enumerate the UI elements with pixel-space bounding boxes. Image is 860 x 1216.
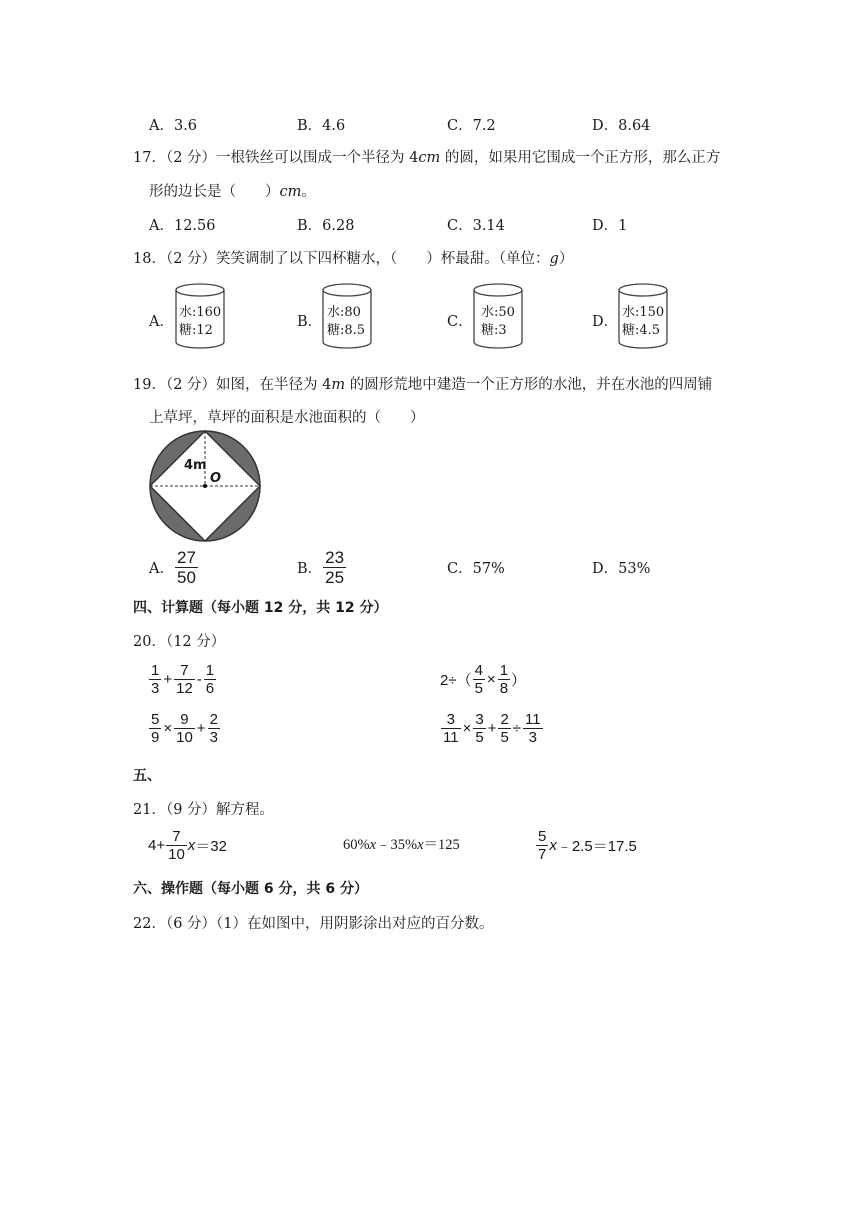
q17-unit-a: cm <box>418 150 441 166</box>
q17-option-a[interactable]: A．12.56 <box>149 218 216 234</box>
q22-text: 22．（6 分）（1）在如图中，用阴影涂出对应的百分数。 <box>133 916 494 932</box>
cup-c-sugar: 糖:3 <box>481 323 507 338</box>
cup-c-water: 水:50 <box>481 305 515 320</box>
eq-suffix: ﹣2.5＝17.5 <box>556 838 637 855</box>
variable: x <box>549 837 557 854</box>
q19-option-b-letter: B． <box>297 561 323 577</box>
q16-options <box>149 114 709 138</box>
frac-num: 1 <box>205 662 215 679</box>
eq-part: ＝125 <box>423 837 460 853</box>
frac-den: 3 <box>151 680 160 697</box>
frac-num: 3 <box>475 711 484 728</box>
q18-text-end: ） <box>558 251 574 267</box>
frac-den: 25 <box>325 568 345 587</box>
q17-text-c: 形的边长是（ ） <box>149 184 280 200</box>
q19-line1 <box>133 373 712 394</box>
q20-label: 20．（12 分） <box>133 634 226 650</box>
q19-text-a: 19．（2 分）如图，在半径为 4 <box>133 377 332 393</box>
frac-num: 1 <box>151 662 160 679</box>
frac-num: 23 <box>325 548 345 567</box>
expr-prefix: 2÷（ <box>440 672 472 689</box>
q19-unit: m <box>331 377 346 393</box>
operator: - <box>196 671 202 688</box>
cup-b-water: 水:80 <box>327 305 361 320</box>
q21-equation-1 <box>148 828 227 863</box>
frac-den: 5 <box>475 729 484 746</box>
frac-num: 2 <box>209 711 218 728</box>
q17-text-a: 17．（2 分）一根铁丝可以围成一个半径为 4 <box>133 150 419 166</box>
q18-option-d-letter: D． <box>592 314 619 330</box>
frac-num: 27 <box>176 548 196 567</box>
cup-a-sugar: 糖:12 <box>179 323 213 338</box>
cup-d-sugar: 糖:4.5 <box>622 323 661 338</box>
operator: + <box>196 720 206 737</box>
q19-radius-label: 4m <box>184 458 207 473</box>
section-5-title: 五、 <box>133 768 161 784</box>
q16-option-b[interactable]: B．4.6 <box>297 118 346 134</box>
cup-d-water: 水:150 <box>622 305 665 320</box>
q19-circle-figure <box>147 429 265 545</box>
frac-den: 10 <box>176 729 193 746</box>
eq-suffix: ＝32 <box>195 838 227 855</box>
frac-num: 2 <box>500 711 509 728</box>
cup-a-water: 水:160 <box>179 305 222 320</box>
frac-den: 10 <box>168 846 185 863</box>
eq-part: ﹣35% <box>376 837 418 853</box>
frac-num: 3 <box>446 711 455 728</box>
expr-suffix: ） <box>511 672 527 689</box>
q17-text-d: 。 <box>301 184 316 200</box>
frac-num: 9 <box>180 711 189 728</box>
frac-num: 4 <box>474 662 483 679</box>
q19-text-b: 的圆形荒地中建造一个正方形的水池，并在水池的四周铺 <box>345 377 713 393</box>
operator: × <box>486 671 496 688</box>
frac-den: 5 <box>500 729 509 746</box>
section-4-title: 四、计算题（每小题 12 分，共 12 分） <box>133 600 388 616</box>
q19-option-b-fraction <box>323 548 346 587</box>
q18-unit: g <box>549 251 559 267</box>
q16-option-a[interactable]: A．3.6 <box>149 118 198 134</box>
operator: + <box>163 671 173 688</box>
q20-expression-3 <box>148 711 221 746</box>
q19-option-d[interactable]: D．53% <box>592 561 651 577</box>
frac-den: 3 <box>528 729 537 746</box>
operator: × <box>462 720 472 737</box>
q19-option-a-letter: A． <box>149 561 174 577</box>
variable: x <box>417 837 424 853</box>
frac-num: 5 <box>151 711 160 728</box>
q17-line2 <box>149 180 316 201</box>
operator: ÷ <box>512 720 522 737</box>
frac-den: 11 <box>443 729 459 746</box>
operator: × <box>163 720 173 737</box>
q18-option-b-letter: B． <box>297 314 323 330</box>
frac-den: 12 <box>176 680 193 697</box>
frac-den: 50 <box>176 568 196 587</box>
q16-option-c[interactable]: C．7.2 <box>447 118 496 134</box>
eq-prefix: 4+ <box>148 837 166 854</box>
q17-option-b[interactable]: B．6.28 <box>297 218 355 234</box>
q19-center-label: O <box>210 471 222 486</box>
frac-den: 8 <box>499 680 509 697</box>
variable: x <box>369 837 377 853</box>
q18-text: 18．（2 分）笑笑调制了以下四杯糖水，（ ）杯最甜。（单位： <box>133 251 550 267</box>
q17-options <box>149 214 709 238</box>
frac-num: 7 <box>172 828 181 845</box>
q19-line2: 上草坪，草坪的面积是水池面积的（ ） <box>149 410 425 426</box>
frac-den: 6 <box>205 680 215 697</box>
eq-part: 60% <box>343 837 370 853</box>
frac-den: 7 <box>538 846 547 863</box>
q18-question <box>133 247 573 268</box>
q20-expression-2 <box>440 662 526 697</box>
frac-den: 9 <box>151 729 160 746</box>
q20-expression-1 <box>148 662 217 697</box>
variable: x <box>187 837 196 854</box>
frac-num: 11 <box>525 711 541 728</box>
frac-den: 5 <box>474 680 483 697</box>
q18-option-c-letter: C． <box>447 314 473 330</box>
frac-num: 5 <box>538 828 547 845</box>
q18-option-a-letter: A． <box>149 314 174 330</box>
q21-equation-3 <box>535 828 637 863</box>
q16-option-d[interactable]: D．8.64 <box>592 118 651 134</box>
frac-den: 3 <box>209 729 218 746</box>
q21-equation-2 <box>343 833 460 854</box>
frac-num: 7 <box>180 662 189 679</box>
q17-option-d[interactable]: D．1 <box>592 218 628 234</box>
q17-unit-b: cm <box>279 184 302 200</box>
section-6-title: 六、操作题（每小题 6 分，共 6 分） <box>133 881 368 897</box>
frac-num: 1 <box>499 662 509 679</box>
q17-line1 <box>133 146 720 167</box>
q17-text-b: 的圆，如果用它围成一个正方形，那么正方 <box>440 150 721 166</box>
q17-option-c[interactable]: C．3.14 <box>447 218 505 234</box>
operator: + <box>487 720 497 737</box>
q21-label: 21．（9 分）解方程。 <box>133 802 275 818</box>
q19-option-b[interactable] <box>297 548 347 587</box>
q20-expression-4 <box>440 711 544 746</box>
cup-b-sugar: 糖:8.5 <box>327 323 366 338</box>
q19-option-a-fraction <box>175 548 198 587</box>
q19-option-c[interactable]: C．57% <box>447 561 505 577</box>
q19-option-a[interactable] <box>149 548 199 587</box>
